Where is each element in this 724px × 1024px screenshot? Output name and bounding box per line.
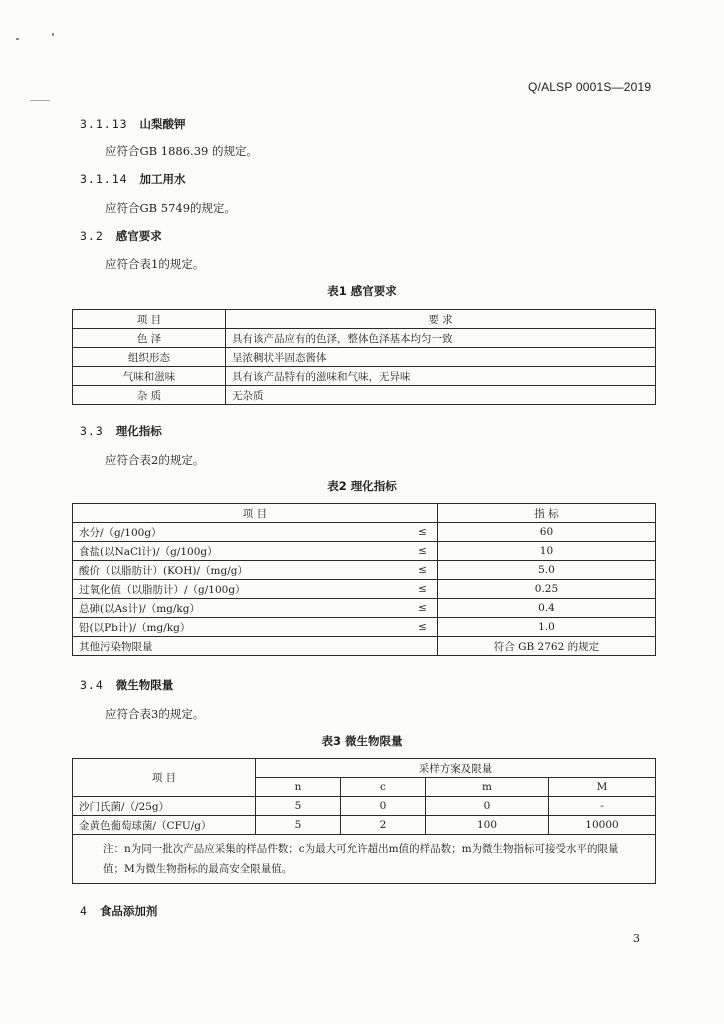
le-symbol: ≤ bbox=[407, 599, 438, 618]
table-cell: 食盐(以NaCl计)/（g/100g） bbox=[73, 542, 407, 561]
table-header-cell: c bbox=[341, 778, 426, 797]
table-cell: 0.4 bbox=[437, 599, 655, 618]
table-header-row bbox=[73, 310, 656, 329]
table-note-row bbox=[73, 835, 656, 884]
table-cell: 其他污染物限量 bbox=[73, 637, 438, 656]
table-row bbox=[73, 386, 656, 405]
table-cell: 5.0 bbox=[437, 561, 655, 580]
sensory-requirements-table bbox=[72, 309, 656, 405]
table-cell: 气味和滋味 bbox=[73, 367, 226, 386]
scan-speck bbox=[30, 100, 50, 101]
table-cell: - bbox=[549, 797, 656, 816]
table-cell: 组织形态 bbox=[73, 348, 226, 367]
table-header-cell: 项 目 bbox=[73, 759, 256, 797]
table-row bbox=[73, 367, 656, 386]
table-cell: 1.0 bbox=[437, 618, 655, 637]
table2-caption: 表2 理化指标 bbox=[327, 479, 397, 493]
table-header-cell: 要 求 bbox=[226, 310, 656, 329]
section-text-3-3: 应符合表2的规定。 bbox=[105, 453, 205, 467]
table-cell: 10000 bbox=[549, 816, 656, 835]
table-header-cell: n bbox=[256, 778, 341, 797]
table-row bbox=[73, 580, 656, 599]
microbial-limits-table bbox=[72, 758, 656, 884]
table-cell: 0.25 bbox=[437, 580, 655, 599]
table-row bbox=[73, 561, 656, 580]
table-cell: 2 bbox=[341, 816, 426, 835]
table-row bbox=[73, 348, 656, 367]
table-cell: 过氧化值（以脂肪计）/（g/100g） bbox=[73, 580, 407, 599]
table-row bbox=[73, 797, 656, 816]
section-heading-3-1-13: 3.1.13 山梨酸钾 bbox=[80, 117, 186, 131]
table-cell: 10 bbox=[437, 542, 655, 561]
table-row bbox=[73, 816, 656, 835]
le-symbol: ≤ bbox=[407, 561, 438, 580]
table-cell: 0 bbox=[341, 797, 426, 816]
physicochemical-table bbox=[72, 503, 656, 656]
table-row bbox=[73, 523, 656, 542]
table-cell: 具有该产品特有的滋味和气味，无异味 bbox=[226, 367, 656, 386]
table-header-row bbox=[73, 504, 656, 523]
table-header-row bbox=[73, 759, 656, 778]
table-header-cell: 指 标 bbox=[437, 504, 655, 523]
table-cell: 酸价（以脂肪计）(KOH)/（mg/g） bbox=[73, 561, 407, 580]
table3-caption: 表3 微生物限量 bbox=[321, 734, 403, 748]
section-heading-3-1-14: 3.1.14 加工用水 bbox=[80, 172, 186, 186]
table-cell: 呈浓稠状半固态酱体 bbox=[226, 348, 656, 367]
table-cell: 60 bbox=[437, 523, 655, 542]
table-cell: 总砷(以As计)/（mg/kg） bbox=[73, 599, 407, 618]
section-text-3-1-13: 应符合GB 1886.39 的规定。 bbox=[105, 144, 259, 158]
table-header-cell: 采样方案及限量 bbox=[256, 759, 656, 778]
section-heading-3-2: 3.2 感官要求 bbox=[80, 229, 162, 243]
table-cell: 沙门氏菌/（/25g） bbox=[73, 797, 256, 816]
table-row bbox=[73, 542, 656, 561]
table-note: 注：n为同一批次产品应采集的样品件数；c为最大可允许超出m值的样品数；m为微生物指标可接受水平的限量值；M为微生物指标的最高安全限量值。 bbox=[73, 835, 656, 884]
table-row bbox=[73, 637, 656, 656]
table-cell: 5 bbox=[256, 816, 341, 835]
le-symbol: ≤ bbox=[407, 618, 438, 637]
table-row bbox=[73, 618, 656, 637]
section-heading-3-3: 3.3 理化指标 bbox=[80, 424, 162, 438]
section-heading-4: 4 食品添加剂 bbox=[80, 904, 158, 918]
table-cell: 杂 质 bbox=[73, 386, 226, 405]
table1-caption: 表1 感官要求 bbox=[327, 284, 397, 298]
scan-speck bbox=[16, 38, 19, 40]
section-text-3-2: 应符合表1的规定。 bbox=[105, 257, 205, 271]
table-row bbox=[73, 329, 656, 348]
document-code: Q/ALSP 0001S—2019 bbox=[528, 80, 652, 94]
le-symbol: ≤ bbox=[407, 523, 438, 542]
table-header-cell: m bbox=[426, 778, 549, 797]
table-header-cell: 项 目 bbox=[73, 310, 226, 329]
table-cell: 100 bbox=[426, 816, 549, 835]
table-cell: 具有该产品应有的色泽，整体色泽基本均匀一致 bbox=[226, 329, 656, 348]
table-cell: 铅(以Pb计)/（mg/kg） bbox=[73, 618, 407, 637]
table-cell: 符合 GB 2762 的规定 bbox=[437, 637, 655, 656]
section-text-3-1-14: 应符合GB 5749的规定。 bbox=[105, 201, 237, 215]
le-symbol: ≤ bbox=[407, 580, 438, 599]
page-number: 3 bbox=[633, 932, 640, 945]
table-header-cell: 项 目 bbox=[73, 504, 438, 523]
section-heading-3-4: 3.4 微生物限量 bbox=[80, 678, 174, 692]
table-cell: 0 bbox=[426, 797, 549, 816]
le-symbol: ≤ bbox=[407, 542, 438, 561]
table-cell: 无杂质 bbox=[226, 386, 656, 405]
table-cell: 金黄色葡萄球菌/（CFU/g） bbox=[73, 816, 256, 835]
table-cell: 水分/（g/100g） bbox=[73, 523, 407, 542]
table-row bbox=[73, 599, 656, 618]
table-cell: 5 bbox=[256, 797, 341, 816]
section-text-3-4: 应符合表3的规定。 bbox=[105, 707, 205, 721]
scan-speck bbox=[52, 33, 54, 36]
table-cell: 色 泽 bbox=[73, 329, 226, 348]
table-header-cell: M bbox=[549, 778, 656, 797]
